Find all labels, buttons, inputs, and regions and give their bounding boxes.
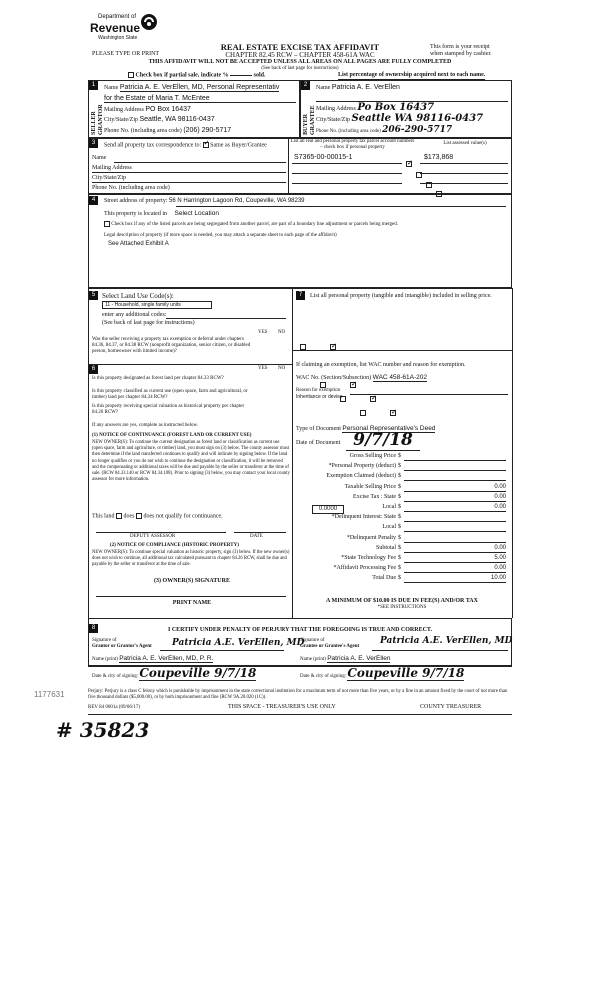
grantor-print-name[interactable]: Patricia A. E. VerEllen, MD, P. R. [119, 655, 214, 662]
tax-row-dollar: $ [398, 575, 401, 582]
tax-row-dollar: $ [398, 544, 401, 551]
notice1-title: (1) NOTICE OF CONTINUANCE (FOREST LAND OR CURRENT USE) [92, 433, 252, 438]
location-row [104, 210, 219, 218]
tax-row-value[interactable]: 10.00 [404, 574, 506, 583]
tax-row-dollar: $ [398, 453, 401, 459]
grantee-sig-label [300, 638, 359, 650]
tax-row [296, 493, 508, 502]
tax-row-label: *Delinquent Interest: State [331, 514, 396, 521]
grantee-print-name[interactable]: Patricia A. E. VerEllen [327, 655, 391, 662]
receipt-note-1: This form is your receipt [430, 44, 490, 50]
buyer-mailing-field[interactable]: Po Box 16437 [357, 102, 435, 113]
tax-row-dollar: $ [398, 463, 401, 470]
tax-row-dollar: $ [398, 524, 401, 531]
form-warning: THIS AFFIDAVIT WILL NOT BE ACCEPTED UNLESS ALL AREAS ON ALL PAGES ARE FULLY COMPLETED [148, 59, 452, 65]
buyer-mailing-row [316, 104, 508, 113]
tax-row-dollar: $ [398, 504, 401, 510]
s3-phone-label: Phone No. (including area code) [92, 185, 170, 191]
buyer-city-field[interactable]: Seattle WA 98116-0437 [351, 113, 484, 124]
logo-state-line: Washington State [98, 35, 138, 41]
tax-row-value[interactable]: 0.00 [404, 483, 506, 492]
assessed-header: List assessed value(s) [443, 141, 487, 146]
grantor-sig-label-1: Signature of [92, 638, 117, 643]
buyer-name-row [316, 84, 508, 92]
partial-sale-checkbox[interactable] [128, 72, 134, 78]
see-back-note: (See back of last page for instructions) [261, 66, 339, 71]
deputy-assessor-label: DEPUTY ASSESSOR [130, 534, 176, 539]
parcel-number-field[interactable]: S7365-00-00015-1 [294, 154, 353, 161]
reason-label: Reason for exemption [296, 388, 341, 393]
tax-row-dollar: $ [398, 534, 401, 541]
s6-q2-no[interactable] [370, 396, 376, 402]
tax-row [296, 554, 508, 563]
location-label: This property is located in [104, 211, 167, 217]
buyer-phone-row [316, 127, 510, 135]
tax-row-value[interactable] [404, 462, 506, 471]
grantor-date-city-field[interactable]: Coupeville 9/7/18 [139, 666, 257, 680]
grantee-name-label: Name (print) [300, 657, 326, 662]
grantee-date-city-label: Date & city of signing: [300, 674, 347, 679]
send-correspondence-label: Send all property tax correspondence to: [104, 142, 202, 149]
tax-calculation-table [296, 452, 508, 588]
grantor-sig-label-2: Grantor or Grantor's Agent [92, 644, 152, 649]
doc-type-label: Type of Document [296, 426, 341, 432]
seller-name-field[interactable]: Patricia A. E. VerEllen, MD, Personal Representativ [119, 84, 280, 91]
same-as-buyer-label: Same as Buyer/Grantee [210, 142, 267, 149]
tax-row [296, 483, 508, 492]
does-not-label: does not [143, 513, 164, 520]
wac-label: WAC No. (Section/Subsection) [296, 375, 372, 381]
tax-row-label: Excise Tax : State [353, 493, 396, 500]
grantee-name-row [300, 656, 390, 663]
minimum-due-note: A MINIMUM OF $10.00 IS DUE IN FEE(S) AND/OR TAX [326, 598, 478, 604]
tax-row-value[interactable] [404, 534, 506, 543]
street-address-row [104, 198, 504, 205]
tax-row-dollar: $ [398, 514, 401, 521]
logo-revenue-text: Revenue [90, 21, 141, 35]
seller-mailing-row [104, 106, 296, 114]
tax-row-dollar: $ [398, 565, 401, 572]
seller-mailing-label: Mailing Address [104, 107, 144, 113]
grantee-sig-label-2: Grantee or Grantee's Agent [300, 644, 360, 649]
doc-date-label: Date of Document [296, 440, 341, 446]
buyer-name-field[interactable]: Patricia A. E. VerEllen [331, 84, 400, 91]
county-treasurer: COUNTY TREASURER [420, 704, 482, 710]
grantor-date-city-label: Date & city of signing: [92, 674, 139, 679]
continuance-row [92, 513, 223, 520]
additional-codes-label: enter any additional codes: [102, 312, 167, 318]
tax-row-value[interactable]: 5.00 [404, 554, 506, 563]
buyer-city-row [316, 115, 508, 124]
deputy-date-label: DATE [250, 534, 263, 539]
dor-logo-icon [140, 13, 158, 31]
segregation-checkbox[interactable] [104, 221, 110, 227]
tax-row-value[interactable] [404, 513, 506, 522]
certify-statement: I CERTIFY UNDER PENALTY OF PERJURY THAT THE FOREGOING IS TRUE AND CORRECT. [167, 627, 432, 633]
section-7-number: 7 [296, 291, 305, 300]
section-1-number: 1 [89, 81, 98, 90]
this-land-label: This land [92, 513, 115, 520]
segregation-row [104, 221, 504, 228]
wac-field[interactable]: WAC 458-61A-202 [372, 374, 427, 381]
receipt-note-2: when stamped by cashier. [430, 51, 492, 57]
type-or-print: PLEASE TYPE OR PRINT [92, 51, 160, 57]
tax-row-label: Exemption Claimed (deduct) [326, 473, 396, 480]
grantee-date-city-row [300, 666, 465, 680]
ownership-note: List percentage of ownership acquired next to each name. [338, 72, 486, 78]
local-rate-field[interactable]: 0.0000 [312, 505, 344, 514]
seller-name-label: Name [104, 85, 119, 91]
s6-no-header: NO [278, 366, 286, 371]
buyer-side-label: BUYER GRANTEE [303, 105, 316, 135]
reason-field[interactable]: Inheritance or devise [296, 394, 343, 400]
s6-q2: Is this property classified as current use (open space, farm and agricultural, or timber) land per chapter 84.34 RCW? [92, 389, 248, 400]
tax-row-label: Gross Selling Price [349, 453, 396, 459]
section-4-number: 4 [89, 196, 98, 205]
tax-row-value[interactable] [404, 523, 506, 532]
tax-row-dollar: $ [398, 555, 401, 561]
seller-side-label: SELLER GRANTOR [91, 104, 104, 135]
logo-dept-line: Department of [98, 14, 137, 20]
partial-sale-sold: sold. [253, 72, 266, 79]
grantor-signature[interactable]: Patricia A.E. VerEllen, MD [172, 638, 305, 648]
stamp-number: 1177631 [34, 690, 65, 699]
assessed-value-field[interactable]: $173,868 [424, 154, 454, 161]
grantee-signature[interactable]: Patricia A.E. VerEllen, MD [380, 636, 513, 646]
street-address-field[interactable]: 56 N Harrington Lagoon Rd, Coupeville, WA 98239 [168, 198, 305, 204]
grantee-sig-label-1: Signature of [300, 638, 325, 643]
tax-row-value[interactable]: 0.00 [404, 564, 506, 573]
land-use-code-select[interactable]: 11 - Household, single family units [102, 301, 212, 309]
tax-row [296, 534, 508, 543]
tax-row [296, 574, 508, 583]
treasurer-space: THIS SPACE - TREASURER'S USE ONLY [228, 704, 336, 710]
section-3-number: 3 [89, 139, 98, 148]
s6-yes-header: YES [258, 366, 268, 371]
grantor-date-city-row [92, 666, 257, 680]
buyer-phone-field[interactable]: 206-290-5717 [382, 125, 453, 135]
exemption-intro: If claiming an exemption, list WAC number and reason for exemption. [296, 362, 466, 368]
grantor-sig-label [92, 638, 152, 650]
grantor-name-label: Name (print) [92, 657, 118, 662]
s5-question: Was the seller receiving a property tax exemption or deferral under chapters 84.36, 84.37, or 84.38 RCW (nonprofit organization, senior citizen, or disabled person, homeowner with limited income)? [92, 337, 251, 354]
legal-description-label: Legal description of property (if more space is needed, you may attach a separate sheet to each page of the affidavit) [104, 233, 337, 238]
seller-city-row [104, 116, 296, 124]
notice2-text: NEW OWNER(S): To continue special valuation as historic property, sign (3) below. If the new owner(s) does not wish to continue, all additional tax calculated pursuant to chapter 84.26 RCW, shall be due and payable by the seller or transferor at the time of sale. [92, 550, 290, 568]
s6-q1: Is this property designated as forest land per chapter 84.33 RCW? [92, 376, 224, 381]
tax-row [296, 462, 508, 471]
land-use-title: Select Land Use Code(s): [102, 292, 174, 300]
segregation-label: Check box if any of the listed parcels are being segregated from another parcel, are part of a boundary line adjustment or parcels being merged. [111, 222, 398, 228]
tax-row [296, 523, 508, 532]
partial-sale-label: Check box if partial sale, indicate % [135, 72, 229, 79]
does-not-checkbox[interactable] [136, 513, 142, 519]
s5-yes-header: YES [258, 330, 268, 335]
seller-name-row [104, 84, 296, 92]
doc-type-field[interactable]: Personal Representative's Deed [342, 425, 436, 432]
does-label: does [123, 513, 135, 520]
grantee-date-city-field[interactable]: Coupeville 9/7/18 [347, 666, 465, 680]
tax-row-label: *Delinquent Penalty [346, 534, 396, 541]
seller-city-field[interactable]: Seattle, WA 98116-0437 [139, 116, 215, 123]
tax-row-value[interactable]: 0.00 [404, 493, 506, 502]
tax-row-label: Local [382, 524, 396, 531]
tax-row [296, 452, 508, 461]
street-address-label: Street address of property: [104, 198, 168, 204]
tax-row-label: *Personal Property (deduct) [328, 463, 396, 470]
tax-row-dollar: $ [398, 483, 401, 490]
tax-row-label: Total Due [372, 575, 396, 582]
s6-q3-no[interactable] [390, 410, 396, 416]
handwritten-record-number: # 35823 [56, 718, 150, 742]
notice1-text: NEW OWNER(S): To continue the current designation as forest land or classification as current use (open space, farm and agriculture, or timber) land, you must sign on (3) below. The county assessor must then determine if the land transferred continues to qualify and will indicate by signing below. If the land no longer qualifies or you do not wish to continue the designation or classification, it will be removed and the compensating or additional taxes will be due and payable by the seller or transferor at the time of sale. (RCW 84.33.140 or RCW 84.34.108). Prior to signing (3) below, you may contact your local county assessor for more information. [92, 440, 290, 483]
seller-mailing-field[interactable]: PO Box 16437 [145, 106, 191, 113]
notice2-title: (2) NOTICE OF COMPLIANCE (HISTORIC PROPERTY) [110, 543, 239, 548]
does-checkbox[interactable] [116, 513, 122, 519]
tax-row-label: Taxable Selling Price [344, 483, 396, 490]
tax-row-value[interactable]: 0.00 [404, 544, 506, 553]
location-select[interactable]: Select Location [174, 210, 219, 217]
see-instructions: *SEE INSTRUCTIONS [377, 605, 427, 610]
legal-description-field[interactable]: See Attached Exhibit A [108, 241, 169, 247]
tax-row [296, 564, 508, 573]
tax-row-dollar: $ [398, 493, 401, 500]
tax-row-label: *State Technology Fee [341, 555, 396, 561]
s5-see-back: (See back of last page for instructions) [102, 320, 195, 326]
s6-q3: Is this property receiving special valuation as historical property per chapter 84.26 RCW? [92, 404, 245, 415]
buyer-city-label: City/State/Zip [316, 117, 350, 123]
same-as-buyer-checkbox[interactable] [203, 142, 209, 148]
tax-row-value[interactable] [404, 452, 506, 461]
s6-q1-no[interactable] [350, 382, 356, 388]
perjury-statement: Perjury: Perjury is a class C felony which is punishable by imprisonment in the state correctional institution for a maximum term of not more than five years, or by a fine in an amount fixed by the court of not more than five thousand dollars ($5,000.00), or by both imprisonment and fine (RCW 9A.20.020 (1C)). [88, 689, 508, 701]
s3-city-label: City/State/Zip [92, 175, 126, 181]
buyer-phone-label: Phone No. (including area code) [316, 129, 381, 134]
seller-city-label: City/State/Zip [104, 117, 138, 123]
tax-row [296, 544, 508, 553]
tax-row-label: Subtotal [375, 544, 396, 551]
buyer-name-label: Name [316, 85, 331, 91]
tax-row [296, 513, 508, 522]
partial-sale-row [128, 72, 266, 79]
tax-row [296, 472, 508, 481]
tax-row-dollar: $ [398, 473, 401, 480]
seller-phone-label: Phone No. (including area code) [104, 128, 182, 134]
print-name-label: PRINT NAME [172, 600, 212, 606]
qualify-label: qualify for continuance. [165, 513, 223, 520]
doc-date-field[interactable]: 9/7/18 [346, 430, 420, 451]
form-chapter: CHAPTER 82.45 RCW – CHAPTER 458-61A WAC [225, 51, 375, 59]
dor-logo [88, 12, 158, 46]
tax-row-value[interactable] [404, 472, 506, 481]
owner-signature-label: (3) OWNER(S) SIGNATURE [154, 578, 230, 584]
section-8-number: 8 [89, 624, 98, 633]
tax-row-label: *Affidavit Processing Fee [333, 565, 396, 572]
personal-property-title: List all personal property (tangible and intangible) included in selling price. [310, 293, 492, 299]
tax-row-value[interactable]: 0.00 [404, 503, 506, 512]
s6-q3-yes[interactable] [360, 410, 366, 416]
wac-row [296, 374, 427, 382]
parcel-header: List all real and personal property tax parcel account numbers – check box if personal property [290, 139, 415, 150]
seller-phone-row [104, 127, 296, 135]
revision-code: REV 84 0001a (09/06/17) [88, 705, 140, 710]
form-title: REAL ESTATE EXCISE TAX AFFIDAVIT [220, 42, 380, 52]
personal-property-checkbox-1[interactable] [406, 161, 412, 167]
grantor-name-row [92, 656, 213, 663]
buyer-mailing-label: Mailing Address [316, 106, 356, 112]
section-6-number: 6 [89, 365, 98, 374]
seller-phone-field[interactable]: (206) 290-5717 [183, 127, 232, 134]
s5-no-header: NO [278, 330, 286, 335]
s3-mailing-label: Mailing Address [92, 165, 132, 171]
section-5-number: 5 [89, 291, 98, 300]
seller-name-line-2[interactable]: for the Estate of Maria T. McEntee [104, 95, 296, 103]
section-2-number: 2 [301, 81, 310, 90]
s3-name-label: Name [92, 155, 107, 161]
s6-if-yes: If any answers are yes, complete as instructed below. [92, 423, 199, 428]
tax-row-label: Local [382, 504, 396, 510]
send-correspondence-row [104, 142, 267, 149]
